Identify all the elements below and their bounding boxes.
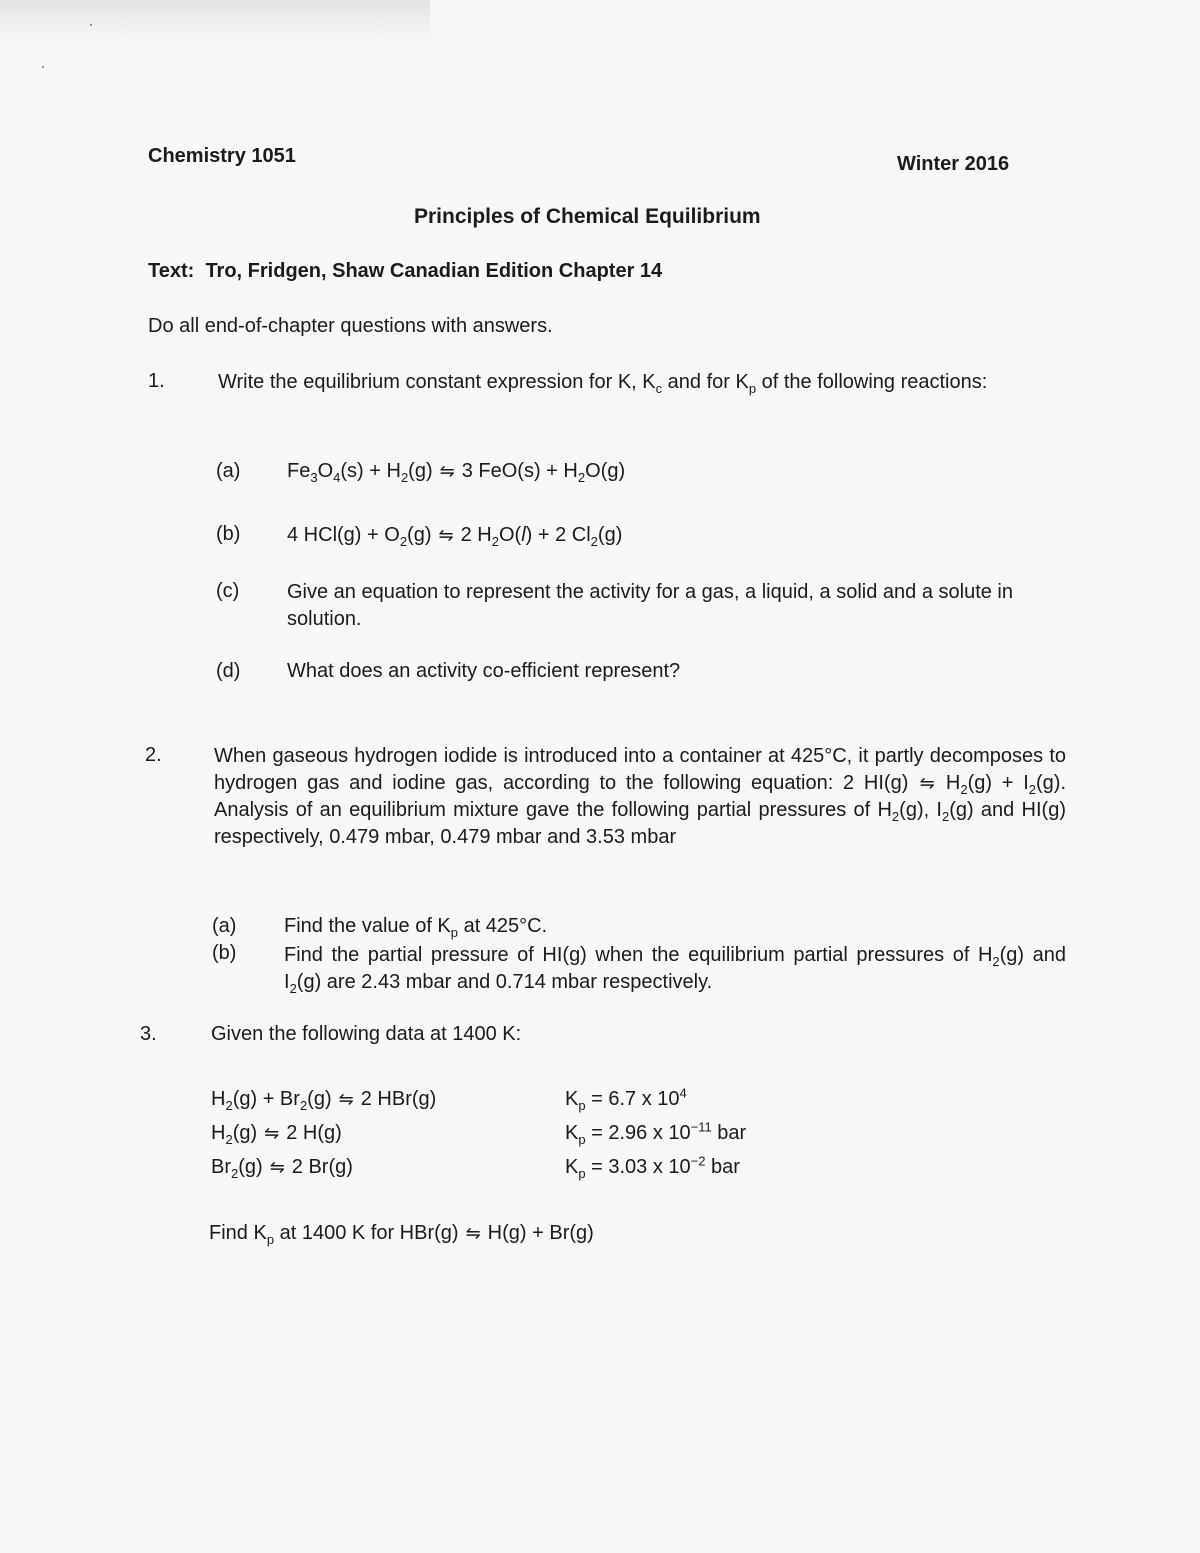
q2a-label: (a) <box>212 915 237 937</box>
q3-prompt: Given the following data at 1400 K: <box>211 1023 522 1045</box>
q1c-text: Give an equation to represent the activity for a gas, a liquid, a solid and a solute in solution. <box>287 581 1013 630</box>
q1b-equation: 4 $HCl(g) + O_2(g)$ ⇋ 2 $H_2O(l) + 2$ $Cl_2(g)$ <box>287 524 623 549</box>
q3-k-3: $K_p = 3.03$ x $10^{-2}$ bar <box>565 1153 740 1181</box>
equilibrium-arrow-icon: ⇋ <box>269 1157 285 1177</box>
scan-speck <box>42 66 44 68</box>
q2a-text: Find the value of $K_p$ at 425°C. <box>284 915 548 940</box>
equilibrium-arrow-icon: ⇋ <box>439 461 455 481</box>
q2b-text: Find the partial pressure of HI(g) when the equilibrium partial pressures of $H_2(g)$ and $I_2(g)$ are 2.43 mbar and 0.714 mbar respectively. <box>284 944 1066 996</box>
scan-artifact <box>0 0 430 40</box>
q3-final: Find $K_p$ at 1400 K for HBr(g) ⇋ H(g) + Br(g) <box>209 1222 594 1247</box>
q2-number: 2. <box>145 744 162 766</box>
q3-k-2: $K_p = 2.96$ x $10^{-11}$ bar <box>565 1119 747 1147</box>
instruction: Do all end-of-chapter questions with answers. <box>148 315 553 337</box>
q3-reaction-3: $Br_2(g)$ ⇋ 2 Br(g) <box>211 1156 353 1181</box>
q3-reaction-2: $H_2(g)$ ⇋ 2 H(g) <box>211 1122 342 1147</box>
textbook-line <box>148 260 662 283</box>
q3-k-1: $K_p = 6.7$ x $10^4$ <box>565 1085 687 1113</box>
equilibrium-arrow-icon: ⇋ <box>264 1123 280 1143</box>
term: Winter 2016 <box>897 153 1010 175</box>
q2b-label: (b) <box>212 942 237 964</box>
page-title: Principles of Chemical Equilibrium <box>414 205 761 228</box>
textbook-value: Tro, Fridgen, Shaw Canadian Edition Chapter 14 <box>205 260 663 282</box>
q1-prompt: Write the equilibrium constant expression for K, $K_c$ and for $K_p$ of the following reactions: <box>218 371 988 396</box>
q1-number: 1. <box>148 370 165 392</box>
equilibrium-arrow-icon: ⇋ <box>438 525 454 545</box>
q2-prompt: When gaseous hydrogen iodide is introduced into a container at 425°C, it partly decomposes to hydrogen gas and iodine gas, according to the following equation: 2 HI(g) ⇋ $H_2(g) + I_2(g)$. Analysis of an equilibrium mixture gave the following partial pressures of $H_2(g)$, $I_2(g)$ and HI(g) respectively, 0.479 mbar, 0.479 mbar and 3.53 mbar <box>214 745 1067 848</box>
q3-number: 3. <box>140 1023 157 1045</box>
q3-reaction-1: $H_2(g) + Br_2(g)$ ⇋ 2 HBr(g) <box>211 1088 437 1113</box>
scan-speck <box>90 24 92 26</box>
q1c-label: (c) <box>216 580 240 602</box>
q1a-equation: $Fe_3O_4(s) + H_2(g)$ ⇋ 3 $FeO(s) + H_2O(g)$ <box>287 460 626 485</box>
q1a-label: (a) <box>216 460 241 482</box>
q1b-label: (b) <box>216 523 241 545</box>
textbook-label: Text: <box>148 260 195 282</box>
course-name: Chemistry 1051 <box>148 145 296 167</box>
equilibrium-arrow-icon: ⇋ <box>465 1223 481 1243</box>
equilibrium-arrow-icon: ⇋ <box>919 773 935 793</box>
q1d-label: (d) <box>216 660 241 682</box>
equilibrium-arrow-icon: ⇋ <box>338 1089 354 1109</box>
q1d-text: What does an activity co-efficient represent? <box>287 660 681 682</box>
